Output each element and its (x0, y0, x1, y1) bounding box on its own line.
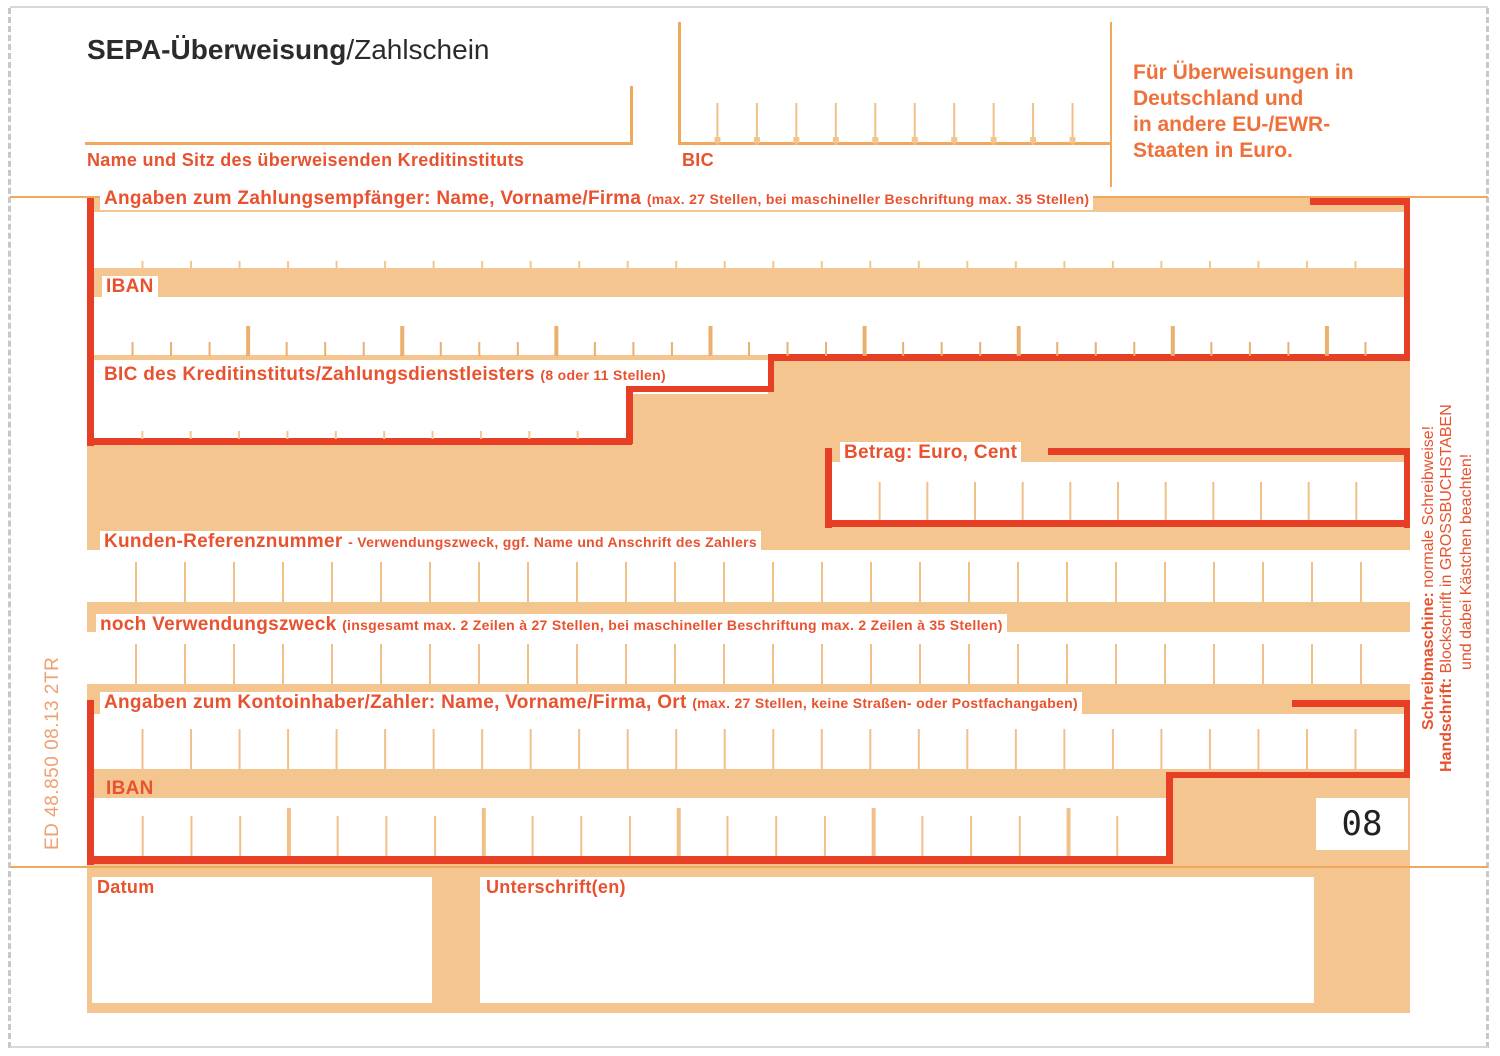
tick-mark (576, 644, 578, 684)
tick-mark (1015, 729, 1017, 769)
tick-mark (1095, 342, 1097, 356)
tick-mark (1164, 562, 1166, 602)
tick-foot (793, 137, 799, 143)
tick-mark (1017, 562, 1019, 602)
red-outline-step-top (626, 386, 772, 392)
tick-mark (918, 261, 920, 269)
tick-mark (902, 342, 904, 356)
payer-label: Angaben zum Kontoinhaber/Zahler: Name, Vorname/Firma, Ort (max. 27 Stellen, keine Straßen- oder Postfachangaben) (100, 692, 1082, 714)
tick-mark (528, 431, 530, 439)
tick-mark (384, 261, 386, 269)
payer-outline-left (87, 700, 94, 865)
tick-mark (1171, 326, 1175, 356)
tick-mark (772, 562, 774, 602)
tick-mark (433, 729, 435, 769)
tick-mark (554, 326, 558, 356)
reference-ticks (87, 550, 1410, 602)
tick-mark (863, 326, 867, 356)
tick-mark (527, 644, 529, 684)
tick-mark (440, 342, 442, 356)
payer-outline-right (1404, 700, 1410, 778)
tick-mark (580, 816, 582, 856)
tick-mark (821, 644, 823, 684)
tick-mark (918, 729, 920, 769)
tick-mark (1212, 482, 1214, 520)
form-code-box: 08 (1316, 798, 1408, 850)
tick-mark (287, 261, 289, 269)
tick-mark (627, 729, 629, 769)
tick-mark (577, 431, 579, 439)
tick-mark (184, 644, 186, 684)
form-title: SEPA-Überweisung/Zahlschein (87, 34, 490, 65)
tick-mark (286, 431, 288, 439)
tick-mark (870, 644, 872, 684)
tick-mark (1069, 482, 1071, 520)
tick-mark (708, 326, 712, 356)
tick-mark (748, 342, 750, 356)
tick-mark (239, 261, 241, 269)
payer-ticks (94, 714, 1404, 769)
tick-mark (1115, 562, 1117, 602)
tick-mark (184, 562, 186, 602)
tick-mark (481, 261, 483, 269)
tick-mark (1165, 482, 1167, 520)
iban-label: IBAN (102, 276, 158, 298)
tick-mark (627, 261, 629, 269)
red-outline-step2 (768, 356, 774, 392)
tick-mark (1133, 342, 1135, 356)
tick-mark (481, 729, 483, 769)
tick-mark (142, 261, 144, 269)
tick-mark (772, 729, 774, 769)
tick-mark (821, 729, 823, 769)
tick-foot (991, 137, 997, 143)
tick-mark (190, 431, 192, 439)
tick-mark (1056, 342, 1058, 356)
tick-mark (787, 342, 789, 356)
amount-label: Betrag: Euro, Cent (840, 442, 1021, 464)
tick-mark (233, 562, 235, 602)
tick-mark (532, 816, 534, 856)
tick-mark (825, 342, 827, 356)
tick-mark (1364, 342, 1366, 356)
tick-mark (677, 808, 681, 856)
date-label: Datum (97, 877, 155, 897)
tick-foot (833, 137, 839, 143)
tick-mark (1308, 482, 1310, 520)
tick-mark (1116, 816, 1118, 856)
tick-mark (625, 562, 627, 602)
tick-mark (921, 816, 923, 856)
tick-mark (482, 808, 486, 856)
tick-mark (324, 342, 326, 356)
tick-mark (1257, 261, 1259, 269)
tick-mark (625, 644, 627, 684)
tick-mark (926, 482, 928, 520)
tick-mark (1354, 261, 1356, 269)
tick-mark (872, 808, 876, 856)
tick-mark (966, 261, 968, 269)
info-line: Deutschland und (1133, 87, 1304, 110)
tick-mark (1112, 261, 1114, 269)
tick-mark (869, 261, 871, 269)
tick-mark (135, 644, 137, 684)
tick-mark (517, 342, 519, 356)
tick-mark (1066, 562, 1068, 602)
tick-mark (1213, 644, 1215, 684)
bic-bank-label: BIC des Kreditinstituts/Zahlungsdienstleisters (8 oder 11 Stellen) (104, 364, 666, 385)
tick-mark (1209, 729, 1211, 769)
tick-mark (1257, 729, 1259, 769)
tick-mark (335, 431, 337, 439)
tick-foot (1030, 137, 1036, 143)
tick-mark (429, 562, 431, 602)
tick-mark (429, 644, 431, 684)
recipient-label: Angaben zum Zahlungsempfänger: Name, Vorname/Firma (max. 27 Stellen, bei maschineller Beschriftung max. 35 Stellen) (100, 188, 1093, 210)
tick-mark (578, 729, 580, 769)
tick-mark (286, 342, 288, 356)
tick-mark (233, 644, 235, 684)
tick-mark (629, 816, 631, 856)
tick-mark (246, 326, 250, 356)
recipient-ticks (94, 255, 1404, 269)
payer-iban-label: IBAN (106, 778, 154, 799)
amount-outline-top (1048, 448, 1410, 455)
tick-mark (190, 729, 192, 769)
amount-outline-right (1404, 448, 1410, 528)
tick-mark (1311, 644, 1313, 684)
tick-mark (363, 342, 365, 356)
tick-mark (1325, 326, 1329, 356)
purpose-label: noch Verwendungszweck (insgesamt max. 2 Zeilen à 27 Stellen, bei maschineller Beschriftung max. 2 Zeilen à 35 Stellen) (96, 614, 1007, 636)
tick-mark (478, 644, 480, 684)
tick-mark (674, 644, 676, 684)
tick-mark (723, 644, 725, 684)
info-line: Staaten in Euro. (1133, 139, 1293, 162)
tick-mark (209, 342, 211, 356)
info-text (1133, 60, 1433, 164)
tick-mark (974, 482, 976, 520)
info-line: in andere EU-/EWR- (1133, 113, 1331, 136)
form-code-vertical: ED 48.850 08.13 2TR (42, 656, 63, 850)
tick-mark (724, 261, 726, 269)
red-outline-bottom (87, 438, 632, 445)
bic-header-ticks (678, 90, 1112, 145)
tick-mark (1355, 482, 1357, 520)
tick-mark (331, 644, 333, 684)
tick-mark (1287, 342, 1289, 356)
bank-right-tick (630, 86, 633, 144)
tick-mark (1311, 562, 1313, 602)
tick-mark (337, 816, 339, 856)
tick-mark (239, 729, 241, 769)
tick-mark (331, 562, 333, 602)
tick-mark (919, 562, 921, 602)
tick-mark (1209, 261, 1211, 269)
tick-mark (1249, 342, 1251, 356)
payer-outline-bottom (87, 856, 1173, 864)
tick-mark (433, 261, 435, 269)
tick-mark (336, 261, 338, 269)
tick-mark (1213, 562, 1215, 602)
tick-mark (675, 261, 677, 269)
tick-mark (142, 816, 144, 856)
reference-label: Kunden-Referenznummer - Verwendungszweck, ggf. Name und Anschrift des Zahlers (100, 531, 761, 553)
tick-mark (578, 261, 580, 269)
tick-mark (530, 261, 532, 269)
iban-band (94, 268, 1404, 297)
left-perforation (8, 8, 11, 1048)
red-outline-top-right (1310, 198, 1410, 205)
tick-mark (380, 644, 382, 684)
tick-mark (919, 644, 921, 684)
tick-foot (951, 137, 957, 143)
tick-mark (142, 729, 144, 769)
tick-mark (1354, 729, 1356, 769)
signature-label: Unterschrift(en) (486, 877, 626, 897)
red-outline-step (626, 386, 633, 444)
tick-mark (384, 729, 386, 769)
tick-foot (872, 137, 878, 143)
tick-mark (480, 431, 482, 439)
tick-mark (1015, 261, 1017, 269)
tick-mark (287, 729, 289, 769)
tick-mark (1022, 482, 1024, 520)
tick-mark (675, 729, 677, 769)
tick-mark (478, 342, 480, 356)
tick-mark (478, 562, 480, 602)
tick-mark (979, 342, 981, 356)
tick-mark (1306, 729, 1308, 769)
tick-mark (132, 342, 134, 356)
tick-mark (380, 562, 382, 602)
tick-mark (1210, 342, 1212, 356)
tick-mark (970, 816, 972, 856)
tick-mark (671, 342, 673, 356)
tick-mark (821, 261, 823, 269)
tick-foot (714, 137, 720, 143)
handwriting-hint-2: und dabei Kästchen beachten! (1458, 453, 1475, 670)
tick-mark (775, 816, 777, 856)
bottom-border (10, 1046, 1488, 1048)
tick-mark (1017, 326, 1021, 356)
amount-outline-bottom (825, 520, 1410, 527)
tick-mark (1306, 261, 1308, 269)
payer-outline-step (1166, 774, 1173, 864)
tick-mark (190, 816, 192, 856)
tick-mark (576, 562, 578, 602)
tick-mark (869, 729, 871, 769)
tick-mark (968, 644, 970, 684)
typewriter-hint: Schreibmaschine: normale Schreibweise! (1420, 425, 1437, 730)
tick-mark (824, 816, 826, 856)
tick-mark (1160, 261, 1162, 269)
tick-mark (239, 816, 241, 856)
tick-mark (772, 644, 774, 684)
payer-outline-step-top (1166, 772, 1410, 778)
tick-mark (1066, 644, 1068, 684)
amount-outline-left (825, 448, 832, 528)
tick-mark (726, 816, 728, 856)
tick-mark (282, 562, 284, 602)
top-border (10, 6, 1488, 8)
tick-mark (594, 342, 596, 356)
tick-mark (1117, 482, 1119, 520)
tick-mark (1160, 729, 1162, 769)
tick-mark (674, 562, 676, 602)
tick-mark (135, 562, 137, 602)
purpose-ticks (87, 632, 1410, 684)
tick-mark (1360, 562, 1362, 602)
bic-header-label: BIC (682, 150, 714, 170)
tick-mark (821, 562, 823, 602)
tick-mark (287, 808, 291, 856)
tick-mark (400, 326, 404, 356)
tick-foot (912, 137, 918, 143)
info-line: Für Überweisungen in (1133, 61, 1354, 84)
tick-mark (1019, 816, 1021, 856)
tick-mark (1360, 644, 1362, 684)
tick-mark (141, 431, 143, 439)
tick-mark (170, 342, 172, 356)
tick-foot (754, 137, 760, 143)
tick-mark (1112, 729, 1114, 769)
tick-mark (336, 729, 338, 769)
tick-mark (530, 729, 532, 769)
amount-ticks (832, 462, 1404, 520)
tick-mark (723, 562, 725, 602)
tick-mark (968, 562, 970, 602)
tick-mark (724, 729, 726, 769)
tick-mark (432, 431, 434, 439)
tick-mark (238, 431, 240, 439)
payer-iban-ticks (94, 798, 1166, 856)
red-outline-left (87, 198, 94, 446)
tick-mark (941, 342, 943, 356)
tick-mark (1164, 644, 1166, 684)
tick-mark (434, 816, 436, 856)
bank-name-label: Name und Sitz des überweisenden Kreditinstituts (87, 150, 525, 170)
payer-outline-top-right (1292, 700, 1410, 707)
tick-mark (772, 261, 774, 269)
tick-mark (527, 562, 529, 602)
iban-ticks (94, 322, 1404, 356)
tick-mark (1017, 644, 1019, 684)
tick-mark (879, 482, 881, 520)
bank-underline (85, 142, 633, 145)
tick-mark (1067, 808, 1071, 856)
red-outline-right (1404, 198, 1410, 360)
tick-mark (966, 729, 968, 769)
tick-mark (1262, 644, 1264, 684)
tick-mark (1260, 482, 1262, 520)
tick-mark (632, 342, 634, 356)
tick-mark (190, 261, 192, 269)
tick-mark (385, 816, 387, 856)
tick-mark (870, 562, 872, 602)
tick-foot (1070, 137, 1076, 143)
tick-mark (383, 431, 385, 439)
handwriting-hint: Handschrift: Blockschrift in GROSSBUCHSTABEN (1438, 404, 1455, 772)
tick-mark (282, 644, 284, 684)
tick-mark (1063, 261, 1065, 269)
right-perforation (1486, 8, 1489, 1048)
tick-mark (1115, 644, 1117, 684)
tick-mark (1063, 729, 1065, 769)
bic-ticks (94, 425, 626, 439)
tick-mark (1262, 562, 1264, 602)
